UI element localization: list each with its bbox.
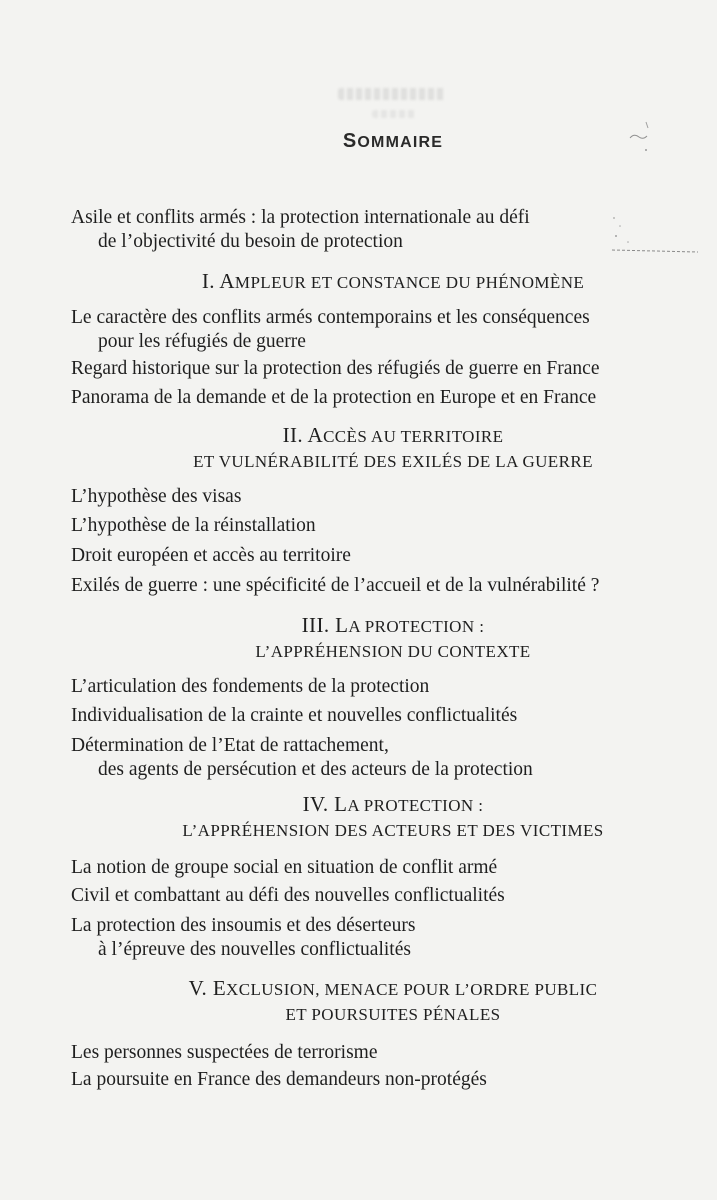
part-heading-line: IV. LA PROTECTION : bbox=[302, 792, 484, 816]
toc-entry bbox=[71, 514, 316, 538]
entry-line: L’articulation des fondements de la protection bbox=[71, 676, 430, 697]
entry-line: Exilés de guerre : une spécificité de l’accueil et de la vulnérabilité ? bbox=[71, 575, 600, 596]
entry-line: Les personnes suspectées de terrorisme bbox=[71, 1042, 378, 1063]
toc-entry bbox=[71, 386, 596, 410]
entry-line: Panorama de la demande et de la protection en Europe et en France bbox=[71, 387, 597, 408]
bleed-through-smudge bbox=[338, 88, 446, 100]
page-title: SOMMAIRE bbox=[342, 130, 444, 152]
entry-line-continued: des agents de persécution et des acteurs de la protection bbox=[98, 759, 533, 780]
intro-entry bbox=[71, 206, 530, 254]
capital-initial: II. A bbox=[282, 423, 324, 447]
part-heading-subline: ET POURSUITES PÉNALES bbox=[285, 1005, 501, 1024]
capital-initial: V. E bbox=[188, 976, 227, 1000]
capital-initial: S bbox=[342, 130, 358, 152]
bleed-through-smudge bbox=[372, 110, 416, 118]
scan-speck bbox=[627, 241, 629, 243]
scan-speck bbox=[619, 225, 621, 227]
scan-speck bbox=[615, 235, 617, 237]
toc-entry bbox=[71, 1068, 487, 1092]
toc-entry bbox=[71, 856, 497, 880]
toc-entry bbox=[71, 704, 517, 728]
entry-line: Asile et conflits armés : la protection internationale au défi bbox=[71, 207, 530, 228]
entry-line: Civil et combattant au défi des nouvelles conflictualités bbox=[71, 885, 505, 906]
entry-line: L’hypothèse de la réinstallation bbox=[71, 515, 316, 536]
part-heading-subline: ET VULNÉRABILITÉ DES EXILÉS DE LA GUERRE bbox=[193, 452, 593, 471]
entry-line: La protection des insoumis et des déserteurs bbox=[71, 915, 416, 936]
entry-line: La poursuite en France des demandeurs non-protégés bbox=[71, 1069, 487, 1090]
entry-line: La notion de groupe social en situation de conflit armé bbox=[71, 857, 498, 878]
capital-initial: I. A bbox=[201, 269, 235, 293]
part-5-heading bbox=[71, 977, 715, 1027]
scan-speck bbox=[613, 217, 615, 219]
entry-line: Le caractère des conflits armés contemporains et les conséquences bbox=[71, 307, 590, 328]
part-heading-line: I. AMPLEUR ET CONSTANCE DU PHÉNOMÈNE bbox=[201, 269, 585, 293]
toc-entry bbox=[71, 306, 590, 354]
scan-speck bbox=[646, 122, 648, 128]
scan-dash-line bbox=[612, 250, 698, 252]
part-heading-subline: L’APPRÉHENSION DU CONTEXTE bbox=[255, 642, 531, 661]
capital-initial: IV. L bbox=[302, 792, 348, 816]
entry-line-continued: de l’objectivité du besoin de protection bbox=[98, 231, 403, 252]
toc-entry bbox=[71, 884, 505, 908]
toc-entry bbox=[71, 914, 415, 962]
toc-entry bbox=[71, 544, 351, 568]
part-4-heading bbox=[71, 793, 715, 843]
toc-entry bbox=[71, 574, 599, 598]
entry-line: Individualisation de la crainte et nouvelles conflictualités bbox=[71, 705, 518, 726]
toc-entry bbox=[71, 485, 241, 509]
part-heading-line: II. ACCÈS AU TERRITOIRE bbox=[282, 423, 504, 447]
part-3-heading bbox=[71, 614, 715, 664]
capital-initial: III. L bbox=[301, 613, 349, 637]
toc-entry bbox=[71, 357, 599, 381]
entry-line: Détermination de l’Etat de rattachement, bbox=[71, 735, 389, 756]
entry-line: Regard historique sur la protection des réfugiés de guerre en France bbox=[71, 358, 600, 379]
entry-line: Droit européen et accès au territoire bbox=[71, 545, 351, 566]
toc-entry bbox=[71, 675, 429, 699]
entry-line-continued: pour les réfugiés de guerre bbox=[98, 331, 306, 352]
entry-line-continued: à l’épreuve des nouvelles conflictualités bbox=[98, 939, 411, 960]
part-heading-line: V. EXCLUSION, MENACE POUR L’ORDRE PUBLIC bbox=[188, 976, 598, 1000]
part-1-heading bbox=[71, 270, 715, 295]
part-2-heading bbox=[71, 424, 715, 474]
entry-line: L’hypothèse des visas bbox=[71, 486, 242, 507]
part-heading-line: III. LA PROTECTION : bbox=[301, 613, 485, 637]
toc-entry bbox=[71, 734, 533, 782]
part-heading-subline: L’APPRÉHENSION DES ACTEURS ET DES VICTIMES bbox=[182, 821, 604, 840]
toc-entry bbox=[71, 1041, 377, 1065]
